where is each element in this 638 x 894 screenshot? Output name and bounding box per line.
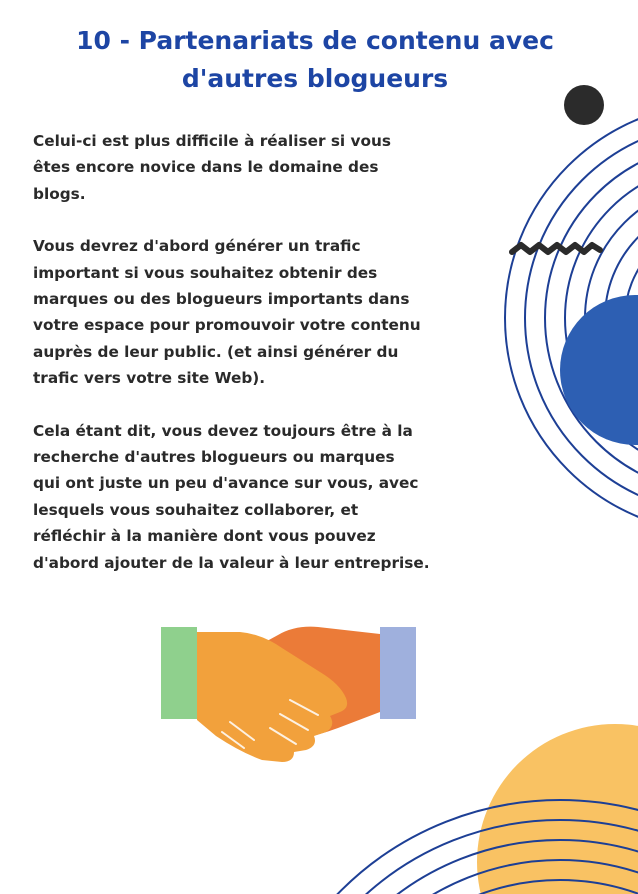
bottom-rings-icon: [250, 800, 638, 894]
paragraph: Vous devrez d'abord générer un trafic important si vous souhaitez obtenir des marques ou des blogueurs importants dans votre espace pour promouvoir votre contenu auprès de leur public. (et ainsi générer du trafic vers votre site Web).: [33, 237, 421, 388]
paragraph: Celui-ci est plus difficile à réaliser si vous êtes encore novice dans le domaine des blogs.: [33, 132, 391, 203]
concentric-rings-icon: [505, 103, 638, 533]
handshake-illustration-icon: [161, 627, 416, 762]
left-cuff: [161, 627, 197, 719]
yellow-half-circle-icon: [477, 724, 638, 894]
zigzag-wave-icon: [512, 245, 600, 252]
right-cuff: [380, 627, 416, 719]
page-title: 10 - Partenariats de contenu avec d'autres blogueurs: [76, 26, 554, 93]
paragraph: Cela étant dit, vous devez toujours être à la recherche d'autres blogueurs ou marques qui ont juste un peu d'avance sur vous, avec lesquels vous souhaitez collaborer, et réfléchir à la manière dont vous pouvez d'abord ajouter de la valeur à leur entreprise.: [33, 421, 430, 572]
body-text: [33, 128, 503, 576]
blue-half-circle-icon: [560, 295, 638, 445]
